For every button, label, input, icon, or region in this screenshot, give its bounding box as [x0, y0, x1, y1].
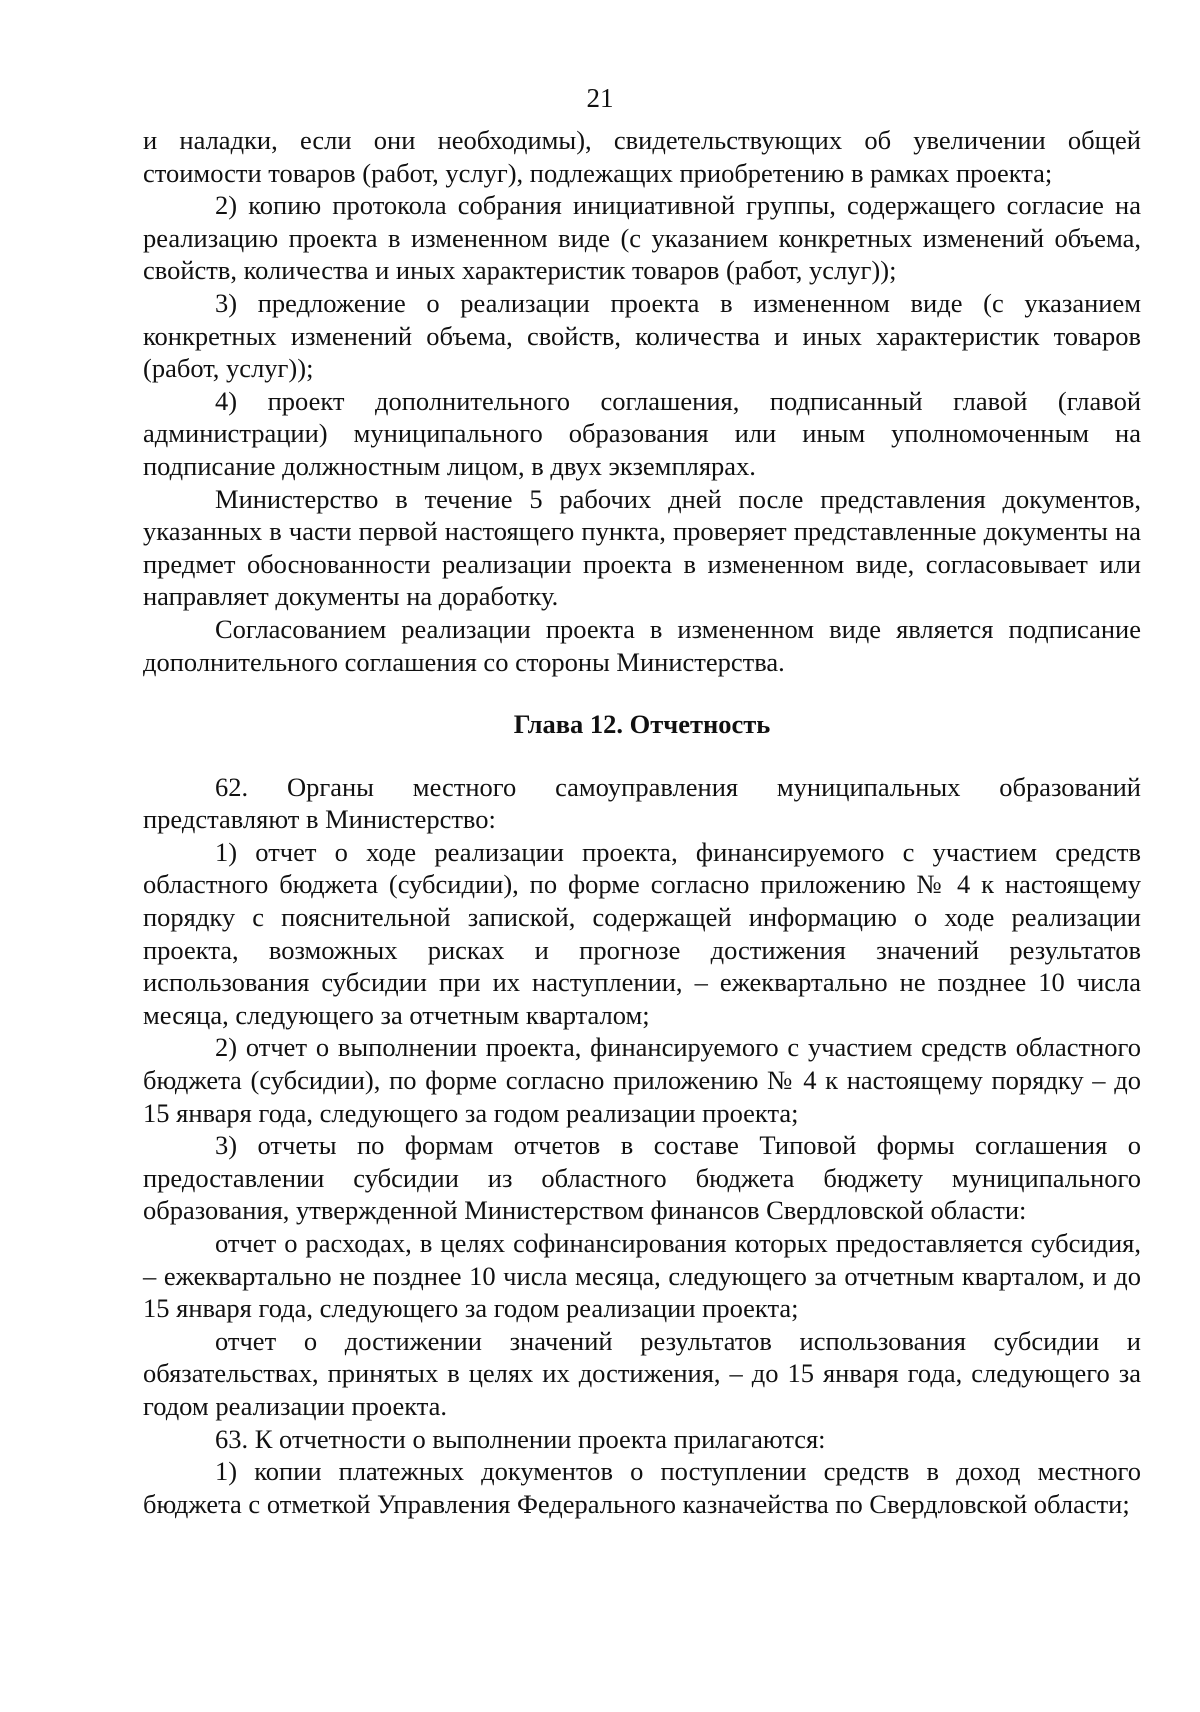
paragraph-62-item-3: 3) отчеты по формам отчетов в составе Типовой формы соглашения о предоставлении субсидии из областного бюджета бюджету муниципального образования, утвержденной Министерством финансов Свердловской области:: [143, 1130, 1141, 1226]
paragraph-item-3: 3) предложение о реализации проекта в измененном виде (с указанием конкретных изменений объема, свойств, количества и иных характеристик товаров (работ, услуг));: [143, 287, 1141, 384]
chapter-heading: Глава 12. Отчетность: [513, 709, 771, 740]
paragraph-item-4: 4) проект дополнительного соглашения, подписанный главой (главой администрации) муниципального образования или иным уполномоченным на подписание должностным лицом, в двух экземплярах.: [143, 385, 1141, 481]
paragraph-62-item-2: 2) отчет о выполнении проекта, финансируемого с участием средств областного бюджета (субсидии), по форме согласно приложению № 4 к настоящему порядку – до 15 января года, следующего за годом реализации проекта;: [143, 1032, 1141, 1128]
paragraph-item-2: 2) копию протокола собрания инициативной группы, содержащего согласие на реализацию проекта в измененном виде (с указанием конкретных изменений объема, свойств, количества и иных характеристик товаров (работ, услуг));: [143, 190, 1141, 286]
paragraph-continuation: и наладки, если они необходимы), свидетельствующих об увеличении общей стоимости товаров (работ, услуг), подлежащих приобретению в рамках проекта;: [143, 125, 1141, 188]
paragraph-63-item-1: 1) копии платежных документов о поступлении средств в доход местного бюджета с отметкой Управления Федерального казначейства по Свердловской области;: [143, 1456, 1141, 1519]
document-body: [143, 124, 1141, 1520]
paragraph-62: 62. Органы местного самоуправления муниципальных образований представляют в Министерство:: [143, 771, 1141, 835]
paragraph-ministry-review: Министерство в течение 5 рабочих дней после представления документов, указанных в части первой настоящего пункта, проверяет представленные документы на предмет обоснованности реализации проекта в измененном виде, согласовывает или направляет документы на доработку.: [143, 483, 1141, 612]
paragraph-results-report: отчет о достижении значений результатов использования субсидии и обязательствах, принятых в целях их достижения, – до 15 января года, следующего за годом реализации проекта.: [143, 1325, 1141, 1421]
paragraph-approval: Согласованием реализации проекта в измененном виде является подписание дополнительного соглашения со стороны Министерства.: [143, 613, 1141, 677]
paragraph-63: 63. К отчетности о выполнении проекта прилагаются:: [215, 1423, 826, 1454]
paragraph-expense-report: отчет о расходах, в целях софинансирования которых предоставляется субсидия, – ежеквартально не позднее 10 числа месяца, следующего за отчетным кварталом, и до 15 января года, следующего за годом реализации проекта;: [143, 1228, 1141, 1324]
page-number: 21: [586, 83, 614, 113]
paragraph-62-item-1: 1) отчет о ходе реализации проекта, финансируемого с участием средств областного бюджета (субсидии), по форме согласно приложению № 4 к настоящему порядку с пояснительной запиской, содержащей информацию о ходе реализации проекта, возможных рисках и прогнозе достижения значений результатов использования субсидии при их наступлении, – ежеквартально не позднее 10 числа месяца, следующего за отчетным кварталом;: [143, 836, 1141, 1030]
